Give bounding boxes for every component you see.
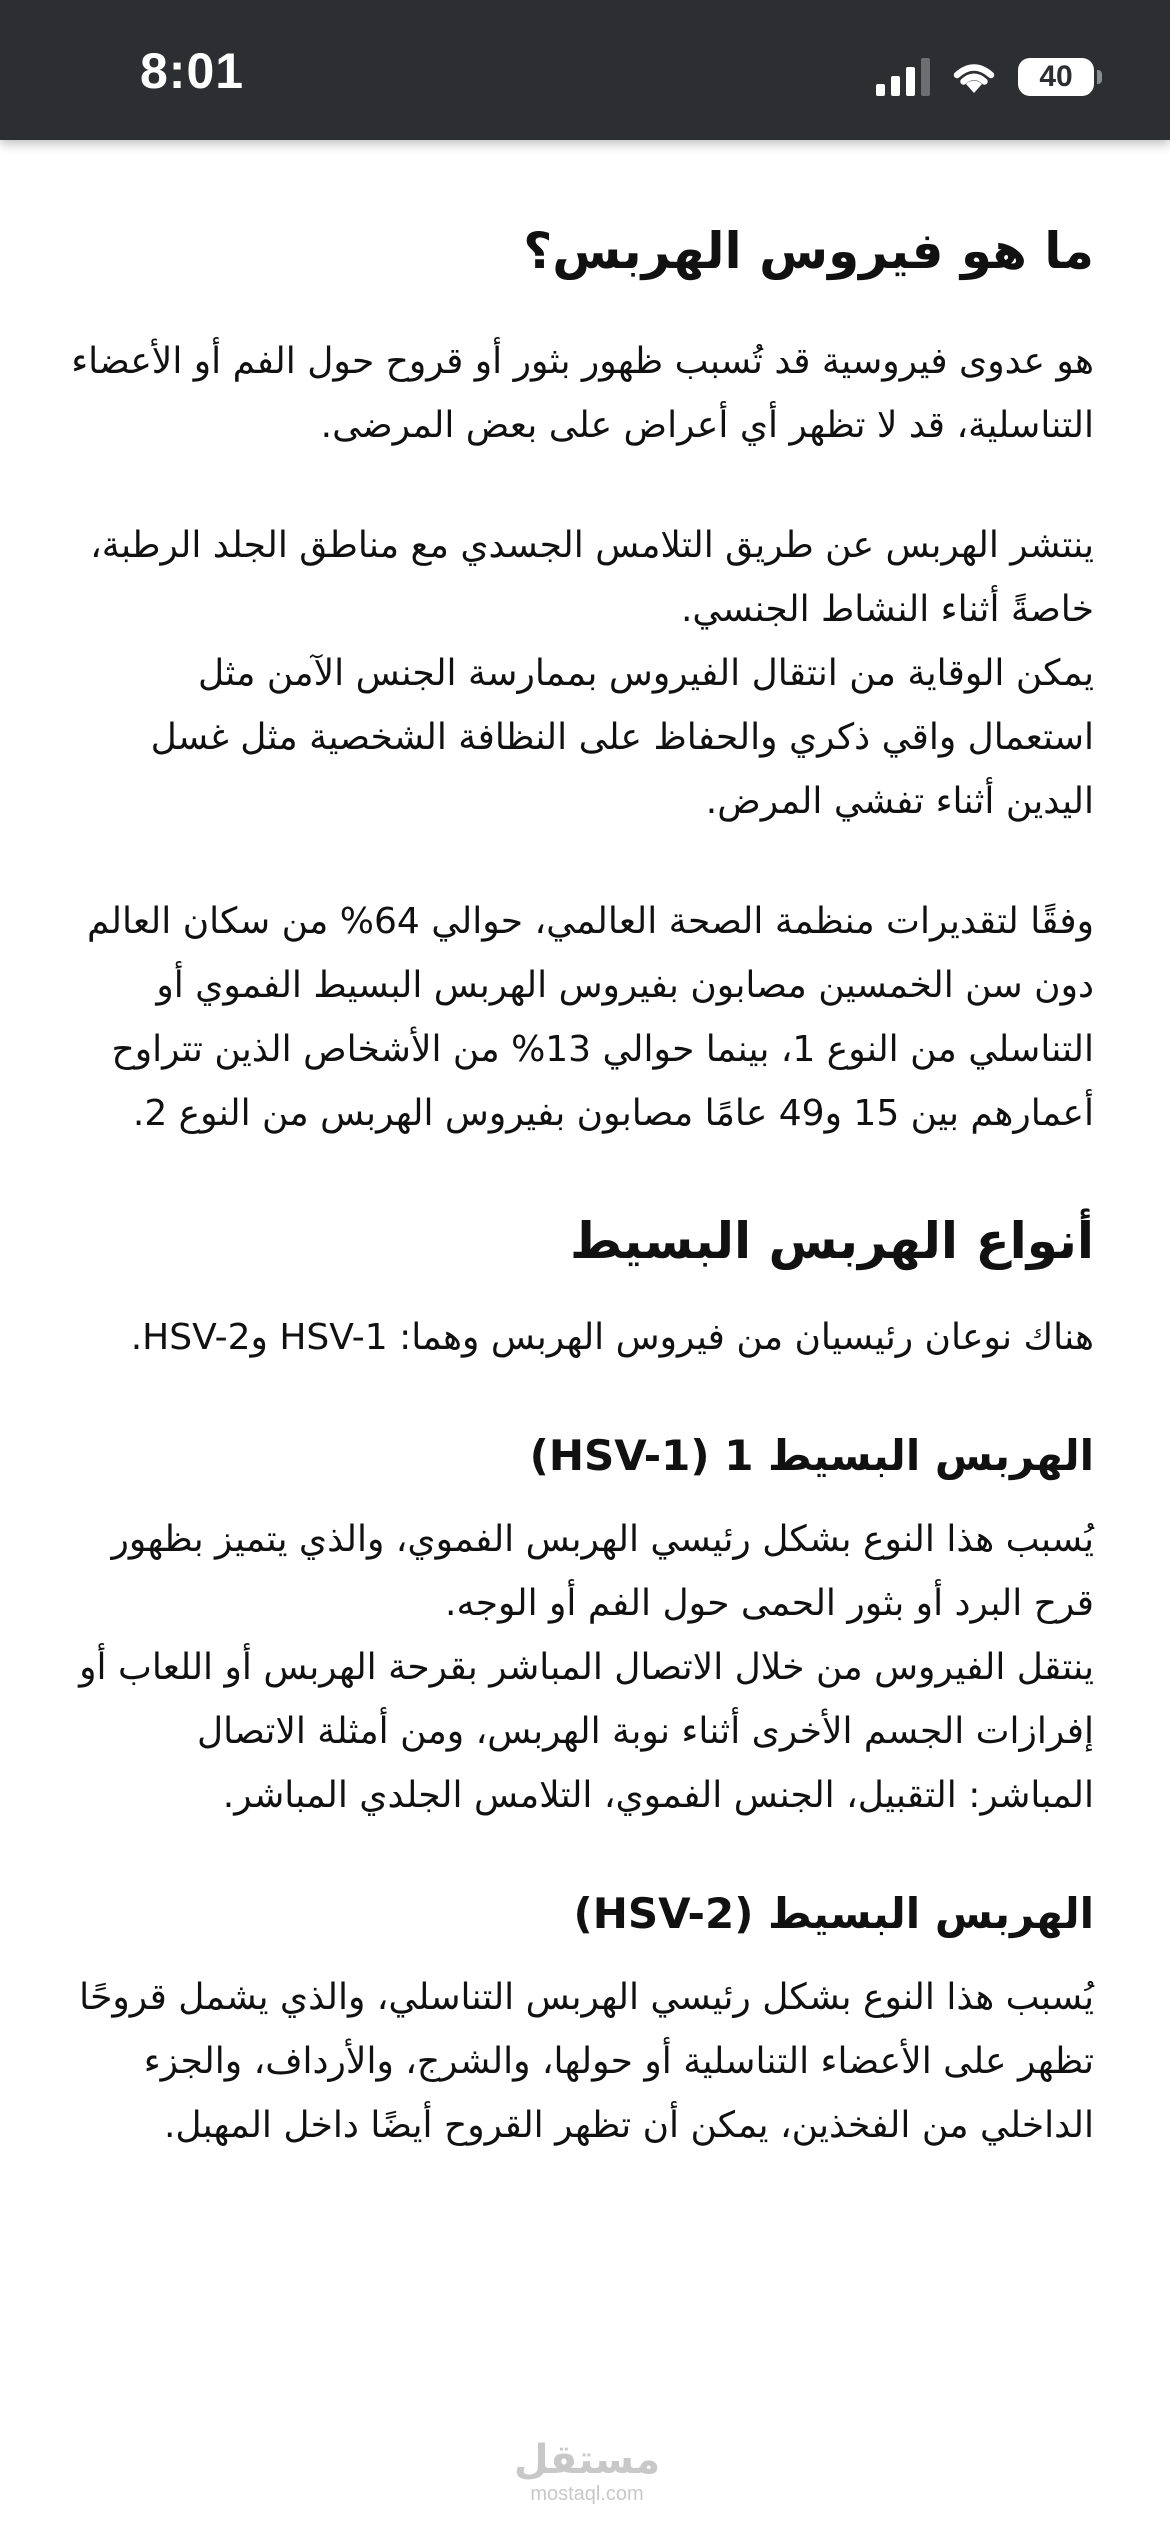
heading-types: أنواع الهربس البسيط — [570, 1212, 1094, 1270]
paragraph-types-intro: هناك نوعان رئيسيان من فيروس الهربس وهما: HSV-1 وHSV-2. — [130, 1317, 1094, 1358]
watermark-url: mostaql.com — [530, 2483, 644, 2505]
heading-what-is-herpes: ما هو فيروس الهربس؟ — [523, 222, 1094, 280]
paragraph-hsv1-desc: يُسبب هذا النوع بشكل رئيسي الهربس الفموي، والذي يتميز بظهور قرح البرد أو بثور الحمى حول الفم أو الوجه. — [111, 1519, 1094, 1624]
battery-level: 40 — [1039, 60, 1073, 93]
paragraph-intro: هو عدوى فيروسية قد تُسبب ظهور بثور أو قروح حول الفم أو الأعضاء التناسلية، قد لا تظهر أي أعراض على بعض المرضى. — [71, 341, 1094, 446]
heading-hsv1: الهربس البسيط 1 (HSV-1) — [529, 1431, 1094, 1480]
status-icons — [876, 52, 1094, 102]
battery-icon — [1018, 58, 1094, 96]
paragraph-hsv1-transmission: ينتقل الفيروس من خلال الاتصال المباشر بقرحة الهربس أو اللعاب أو إفرازات الجسم الأخرى أثناء نوبة الهربس، ومن أمثلة الاتصال المباشر: التقبيل، الجنس الفموي، التلامس الجلدي المباشر. — [79, 1647, 1094, 1816]
mostaql-watermark — [512, 2438, 662, 2506]
watermark-logo-text: مستقل — [513, 2437, 661, 2483]
status-time: 8:01 — [140, 43, 245, 99]
article — [0, 140, 1170, 2532]
status-bar — [0, 0, 1170, 140]
heading-hsv2: الهربس البسيط (HSV-2) — [573, 1889, 1094, 1938]
paragraph-hsv2-desc: يُسبب هذا النوع بشكل رئيسي الهربس التناسلي، والذي يشمل قروحًا تظهر على الأعضاء التناسلية أو حولها، والشرج، والأرداف، والجزء الداخلي من الفخذين، يمكن أن تظهر القروح أيضًا داخل المهبل. — [79, 1977, 1094, 2146]
paragraph-prevention: يمكن الوقاية من انتقال الفيروس بممارسة الجنس الآمن مثل استعمال واقي ذكري والحفاظ على النظافة الشخصية مثل غسل اليدين أثناء تفشي المرض. — [150, 653, 1094, 822]
paragraph-statistics: وفقًا لتقديرات منظمة الصحة العالمي، حوالي 64% من سكان العالم دون سن الخمسين مصابون بفيروس الهربس البسيط الفموي أو التناسلي من النوع 1، بينما حوالي 13% من الأشخاص الذين تتراوح أعمارهم بين 15 و49 عامًا مصابون بفيروس الهربس من النوع 2. — [87, 901, 1094, 1134]
signal-icon — [876, 58, 930, 96]
wifi-icon — [948, 57, 1000, 97]
paragraph-spread: ينتشر الهربس عن طريق التلامس الجسدي مع مناطق الجلد الرطبة، خاصةً أثناء النشاط الجنسي. — [90, 525, 1094, 630]
